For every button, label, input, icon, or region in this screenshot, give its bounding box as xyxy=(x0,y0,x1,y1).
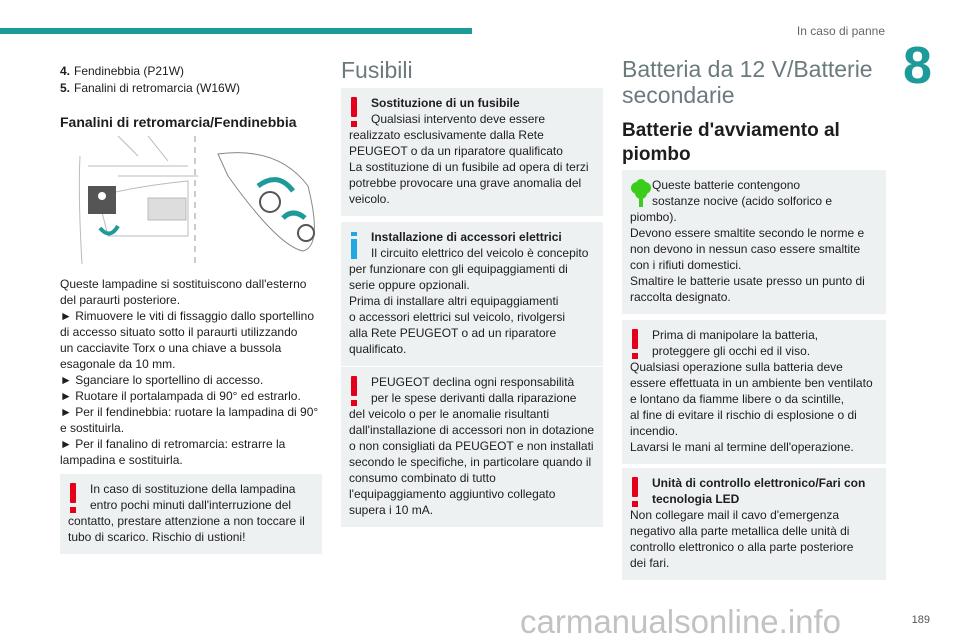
section-heading-batteria: Batteria da 12 V/Batterie secondarie xyxy=(622,56,873,108)
warning-box xyxy=(622,468,886,580)
watermark: carmanualsonline.info xyxy=(520,603,842,640)
box-text: PEUGEOT declina ogni responsabilità per le spese derivanti dalla riparazione del veicolo o per le anomalie risultanti dall'installazione di accessori non in dotazione o non consigliati da PEUGEOT e non installati secondo le specifiche, in particolare quando il consumo combinato di tutto l'equipaggiamento aggiuntivo collegato supera i 10 mA. xyxy=(349,375,595,517)
page-number: 189 xyxy=(911,614,930,626)
subsection-title: Batterie d'avviamento al piombo xyxy=(622,120,840,165)
warning-icon xyxy=(349,95,371,127)
info-box xyxy=(341,222,603,366)
box-title: Sostituzione di un fusibile xyxy=(371,96,520,110)
eco-box xyxy=(622,170,886,314)
box-title: Unità di controllo elettronico/Fari con tecnologia LED xyxy=(652,476,866,506)
warning-icon xyxy=(630,327,652,359)
box-text: Il circuito elettrico del veicolo è concepito per funzionare con gli equipaggiamenti di serie oppure opzionali. Prima di installare altri equipaggiamenti o accessori elettrici sul veicolo, rivolgersi alla Rete PEUGEOT o ad un riparatore qualificato. xyxy=(349,246,589,356)
bulb-list xyxy=(60,63,322,97)
box-text: Qualsiasi intervento deve essere realizzato esclusivamente dalla Rete PEUGEOT o da un riparatore qualificato La sostituzione di un fusibile ad opera di terzi potrebbe provocare una grave anomalia del veicolo. xyxy=(349,112,589,206)
header-accent-bar xyxy=(0,28,472,34)
box-text: Prima di manipolare la batteria, proteggere gli occhi ed il viso. Qualsiasi operazione sulla batteria deve essere effettuata in un ambiente ben ventilato e lontano da fiamme libere o da scintille, al fine di evitare il rischio di esplosione o di incendio. Lavarsi le mani al termine dell'operazione. xyxy=(630,328,873,454)
warning-box xyxy=(341,367,603,527)
list-item: 4. Fendinebbia (P21W) xyxy=(60,64,185,78)
warning-text: In caso di sostituzione della lampadina entro pochi minuti dall'interruzione del contatto, prestare attenzione a non toccare il tubo di scarico. Rischio di ustioni! xyxy=(68,482,305,544)
warning-box xyxy=(60,474,322,554)
recycle-tree-icon xyxy=(630,177,652,209)
warning-icon xyxy=(349,374,371,406)
lamp-replacement-illustration xyxy=(78,136,318,266)
box-text: Queste batterie contengono sostanze nocive (acido solforico e piombo). Devono essere smaltite secondo le norme e non devono in nessun caso essere smaltite con i rifiuti domestici. Smaltire le batterie usate presso un punto di raccolta designato. xyxy=(630,178,865,304)
warning-box xyxy=(622,320,886,464)
warning-icon xyxy=(630,475,652,507)
section-title: In caso di panne xyxy=(796,24,885,38)
warning-icon xyxy=(68,481,90,513)
chapter-number: 8 xyxy=(903,37,932,95)
warning-box xyxy=(341,88,603,216)
info-icon xyxy=(349,229,371,261)
list-item: 5. Fanalini di retromarcia (W16W) xyxy=(60,81,241,95)
section-heading-fusibili: Fusibili xyxy=(341,57,413,83)
box-text: Non collegare mail il cavo d'emergenza negativo alla parte metallica delle unità di controllo elettronico o alla parte posteriore dei fari. xyxy=(630,508,854,570)
instructions-paragraph: Queste lampadine si sostituiscono dall'esterno del paraurti posteriore. ► Rimuovere le viti di fissaggio dallo sportellino di accesso situato sotto il paraurti utilizzando un cacciavite Torx o una chiave a bussola esagonale da 10 mm. ► Sganciare lo sportellino di accesso. ► Ruotare il portalampada di 90° ed estrarlo. ► Per il fendinebbia: ruotare la lampadina di 90° e sostituirla. ► Per il fanalino di retromarcia: estrarre la lampadina e sostituirla. xyxy=(60,277,319,467)
box-title: Installazione di accessori elettrici xyxy=(371,230,562,244)
subsection-title: Fanalini di retromarcia/Fendinebbia xyxy=(60,114,297,130)
